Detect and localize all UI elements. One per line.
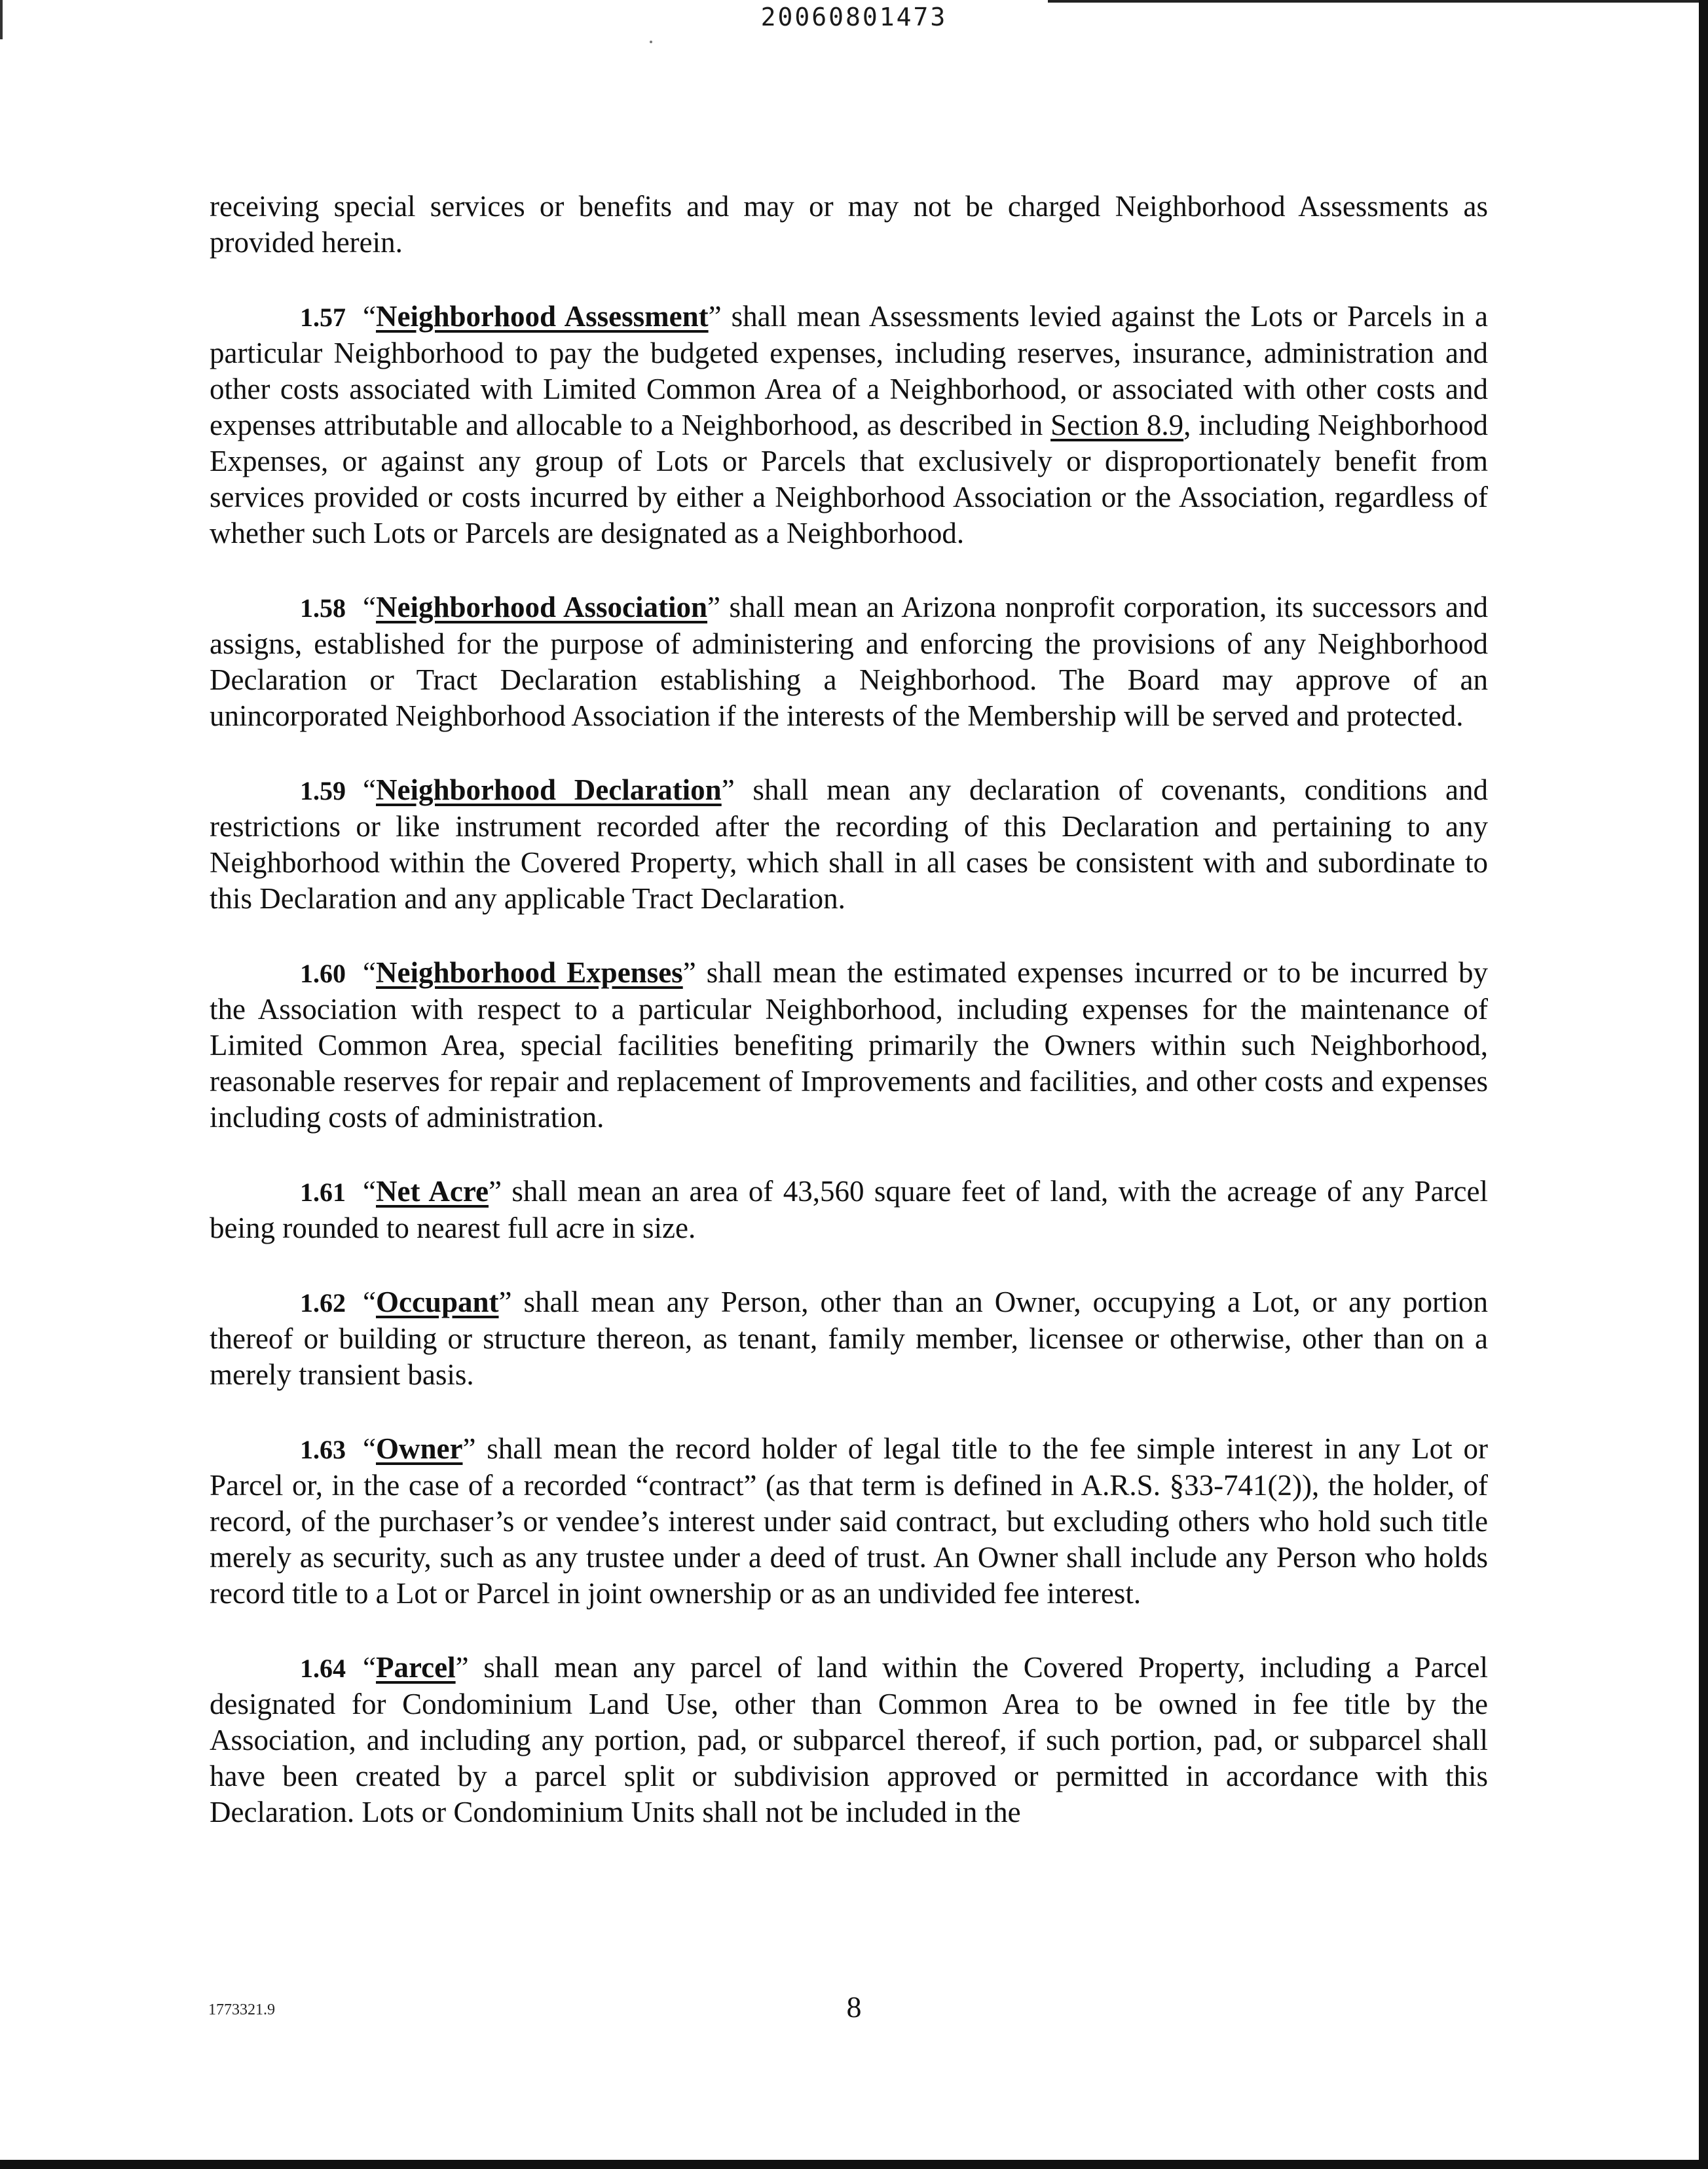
- scan-speck: [650, 41, 652, 43]
- section-reference: Section 8.9: [1050, 409, 1184, 441]
- recording-number: 20060801473: [760, 3, 948, 31]
- definition-text: shall mean an area of 43,560 square feet of land, with the acreage of any Parcel being rounded to nearest full acre in size.: [210, 1175, 1488, 1244]
- definition-text: shall mean Assessments levied against the Lots or Parcels in a particular Neighborhood to pay the budgeted expenses, including reserves, insurance, administration and other costs associated with Limited Common Area of a Neighborhood, or associated with other costs and expenses attributable and allocable to a Neighborhood, as described in: [210, 300, 1489, 441]
- open-quote: “: [363, 1175, 376, 1208]
- section-number: 1.64: [300, 1654, 346, 1683]
- document-body: [210, 189, 1488, 1868]
- open-quote: “: [363, 300, 376, 333]
- close-quote: ”: [707, 591, 721, 623]
- scan-border-right: [1699, 0, 1708, 2169]
- section-number: 1.62: [300, 1288, 346, 1318]
- section-1-57: [210, 299, 1488, 551]
- defined-term: Parcel: [375, 1651, 456, 1684]
- open-quote: “: [363, 1651, 376, 1684]
- section-1-63: [210, 1431, 1488, 1612]
- close-quote: ”: [498, 1286, 512, 1318]
- page-number: 8: [846, 1990, 862, 2024]
- close-quote: ”: [682, 956, 696, 989]
- close-quote: ”: [721, 773, 735, 806]
- intro-paragraph: receiving special services or benefits and may or may not be charged Neighborhood Assessments as provided herein.: [210, 190, 1488, 259]
- definition-text: shall mean any declaration of covenants, conditions and restrictions or like instrument recorded after the recording of this Declaration and pertaining to any Neighborhood within the Covered Property, which shall in all cases be consistent with and subordinate to this Declaration and any applicable Tract Declaration.: [210, 773, 1488, 915]
- definition-text: shall mean the record holder of legal title to the fee simple interest in any Lot or Parcel or, in the case of a recorded “contract” (as that term is defined in A.R.S. §33-741(2)), the holder, of record, of the purchaser’s or vendee’s interest under said contract, but excluding others who hold such title merely as security, such as any trustee under a deed of trust. An Owner shall include any Person who holds record title to a Lot or Parcel in joint ownership or as an undivided fee interest.: [210, 1432, 1488, 1610]
- section-1-58: [210, 589, 1488, 734]
- definition-text-continued: , including Neighborhood Expenses, or against any group of Lots or Parcels that exclusively or disproportionately benefit from services provided or costs incurred by either a Neighborhood Association or the Association, regardless of whether such Lots or Parcels are designated as a Neighborhood.: [210, 409, 1488, 549]
- section-number: 1.58: [300, 593, 346, 623]
- close-quote: ”: [455, 1651, 469, 1684]
- definition-text: shall mean any Person, other than an Owner, occupying a Lot, or any portion thereof or building or structure thereon, as tenant, family member, licensee or otherwise, other than on a merely transient basis.: [210, 1286, 1488, 1391]
- definition-text: shall mean any parcel of land within the Covered Property, including a Parcel designated for Condominium Land Use, other than Common Area to be owned in fee title by the Association, and including any portion, pad, or subparcel thereof, if such portion, pad, or subparcel shall have been created by a parcel split or subdivision approved or permitted in accordance with this Declaration. Lots or Condominium Units shall not be included in the: [210, 1651, 1488, 1828]
- section-number: 1.60: [300, 959, 346, 988]
- close-quote: ”: [708, 300, 722, 333]
- defined-term: Neighborhood Assessment: [375, 300, 709, 333]
- section-1-62: [210, 1284, 1488, 1393]
- footer-document-id: 1773321.9: [208, 2001, 275, 2018]
- defined-term: Neighborhood Expenses: [375, 956, 683, 989]
- scan-border-bottom: [0, 2160, 1708, 2169]
- defined-term: Occupant: [375, 1286, 499, 1318]
- defined-term: Neighborhood Association: [375, 591, 708, 623]
- open-quote: “: [363, 1286, 376, 1318]
- open-quote: “: [363, 956, 376, 989]
- section-1-60: [210, 955, 1488, 1136]
- open-quote: “: [363, 591, 376, 623]
- defined-term: Owner: [375, 1432, 463, 1465]
- section-1-64: [210, 1650, 1488, 1830]
- open-quote: “: [363, 773, 376, 806]
- close-quote: ”: [462, 1432, 476, 1465]
- defined-term: Neighborhood Declaration: [375, 773, 722, 806]
- section-number: 1.57: [300, 303, 346, 332]
- defined-term: Net Acre: [375, 1175, 489, 1208]
- section-number: 1.63: [300, 1435, 346, 1464]
- section-number: 1.61: [300, 1177, 346, 1207]
- section-1-61: [210, 1174, 1488, 1246]
- definition-text: shall mean an Arizona nonprofit corporation, its successors and assigns, established for the purpose of administering and enforcing the provisions of any Neighborhood Declaration or Tract Declaration establishing a Neighborhood. The Board may approve of an unincorporated Neighborhood Association if the interests of the Membership will be served and protected.: [210, 591, 1489, 732]
- section-number: 1.59: [300, 776, 346, 806]
- close-quote: ”: [488, 1175, 502, 1208]
- definition-text: shall mean the estimated expenses incurred or to be incurred by the Association with respect to a particular Neighborhood, including expenses for the maintenance of Limited Common Area, special facilities benefiting primarily the Owners within such Neighborhood, reasonable reserves for repair and replacement of Improvements and facilities, and other costs and expenses including costs of administration.: [210, 956, 1489, 1134]
- section-1-59: [210, 772, 1488, 917]
- open-quote: “: [363, 1432, 376, 1465]
